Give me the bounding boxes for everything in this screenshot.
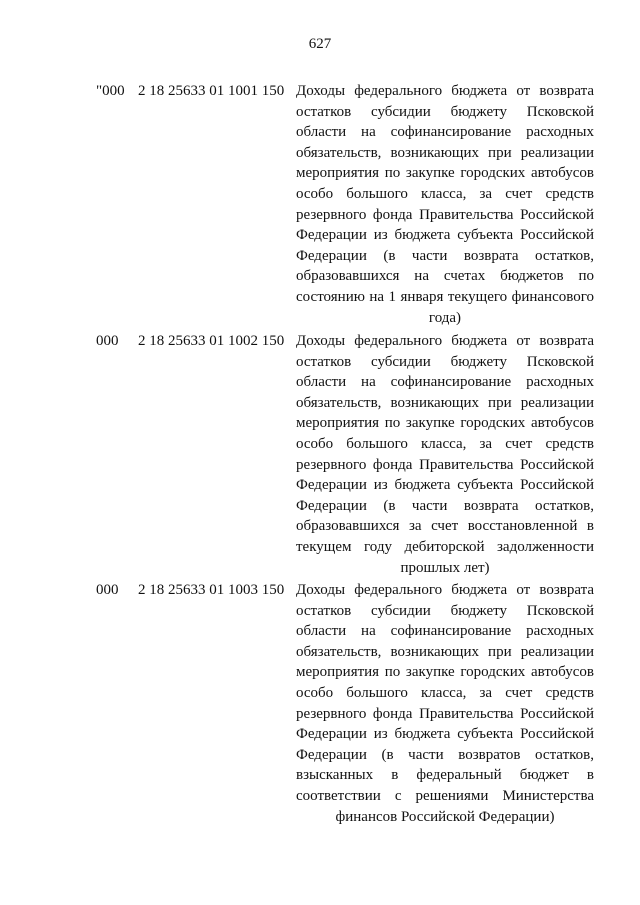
admin-code: "000 [96,83,125,99]
income-description: Доходы федерального бюджета от возврата остатков субсидии бюджету Псковской области на софинансирование расходных обязательств, возникающих при реализации мероприятия по закупке городских автобусов особо большого класса, за счет средств резервного фонда Правительства Российской Федерации из бюджета субъекта Российской Федерации (в части возврата остатков, образовавшихся за счет восстановленной в текущем году дебиторской задолженности прошлых лет) [296,333,594,576]
income-description: Доходы федерального бюджета от возврата остатков субсидии бюджету Псковской области на софинансирование расходных обязательств, возникающих при реализации мероприятия по закупке городских автобусов особо большого класса, за счет средств резервного фонда Правительства Российской Федерации из бюджета субъекта Российской Федерации (в части возврата остатков, образовавшихся на счетах бюджетов по состоянию на 1 января текущего финансового года) [296,83,594,326]
page-number: 627 [308,36,332,52]
income-description: Доходы федерального бюджета от возврата остатков субсидии бюджету Псковской области на софинансирование расходных обязательств, возникающих при реализации мероприятия по закупке городских автобусов особо большого класса, за счет средств резервного фонда Правительства Российской Федерации из бюджета субъекта Российской Федерации (в части возвратов остатков, взысканных в федеральный бюджет в соответствии с решениями Министерства финансов Российской Федерации) [296,582,594,825]
budget-classification-code: 2 18 25633 01 1002 150 [138,333,285,349]
budget-classification-code: 2 18 25633 01 1003 150 [138,582,285,598]
admin-code: 000 [96,582,119,598]
admin-code: 000 [96,333,119,349]
budget-classification-code: 2 18 25633 01 1001 150 [138,83,285,99]
